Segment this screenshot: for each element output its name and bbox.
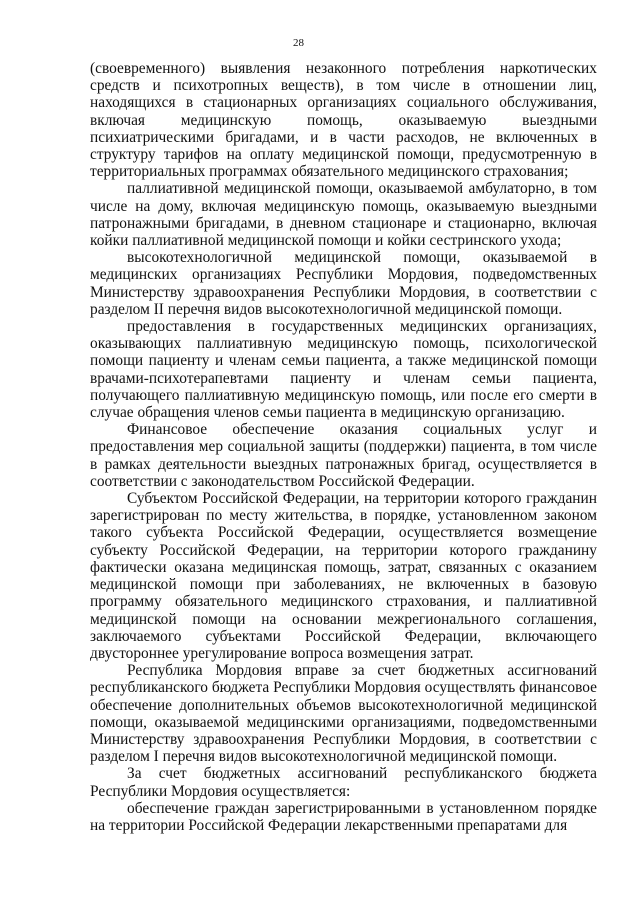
paragraph-interregional-compensation: Субъектом Российской Федерации, на территории которого гражданин зарегистрирован по месту жительства, в порядке, установленном законом такого субъекта Российской Федерации, осуществляется возмещение субъекту Российской Федерации, на территории которого гражданину фактически оказана медицинская помощь, затрат, связанных с оказанием медицинской помощи при заболеваниях, не включенных в базовую программу обязательного медицинского страхования, и паллиативной медицинской помощи на основании межрегионального соглашения, заключаемого субъектами Российской Федерации, включающего двустороннее урегулирование вопроса возмещения затрат. [90,490,597,662]
paragraph-continuation: (своевременного) выявления незаконного потребления наркотических средств и психотропных веществ), в том числе в отношении лиц, находящихся в стационарных организациях социального обслуживания, включая медицинскую помощь, оказываемую выездными психиатрическими бригадами, и в части расходов, не включенных в структуру тарифов на оплату медицинской помощи, предусмотренную в территориальных программах обязательного медицинского страхования; [90,60,597,181]
paragraph-additional-volumes: Республика Мордовия вправе за счет бюджетных ассигнований республиканского бюджета Республики Мордовия осуществлять финансовое обеспечение дополнительных объемов высокотехнологичной медицинской помощи, оказываемой медицинскими организациями, подведомственными Министерству здравоохранения Республики Мордовия, в соответствии с разделом I перечня видов высокотехнологичной медицинской помощи. [90,662,597,766]
paragraph-high-tech-care: высокотехнологичной медицинской помощи, оказываемой в медицинских организациях Республики Мордовия, подведомственных Министерству здравоохранения Республики Мордовия, в соответствии с разделом II перечня видов высокотехнологичной медицинской помощи. [90,249,597,318]
page-number [0,36,597,50]
paragraph-palliative-care: паллиативной медицинской помощи, оказываемой амбулаторно, в том числе на дому, включая медицинскую помощь, оказываемую выездными патронажными бригадами, в дневном стационаре и стационарно, включая койки паллиативной медицинской помощи и койки сестринского ухода; [90,180,597,250]
page-number-text: 28 [293,37,304,49]
document-body [90,60,597,834]
paragraph-psychological-help: предоставления в государственных медицинских организациях, оказывающих паллиативную медицинскую помощь, психологической помощи пациенту и членам семьи пациента, а также медицинской помощи врачами-психотерапевтами пациенту и членам семьи пациента, получающего паллиативную медицинскую помощь, или после его смерти в случае обращения членов семьи пациента в медицинскую организацию. [90,318,597,422]
paragraph-budget-intro: За счет бюджетных ассигнований республиканского бюджета Республики Мордовия осуществляется: [90,765,597,800]
paragraph-drug-provision: обеспечение граждан зарегистрированными в установленном порядке на территории Российской Федерации лекарственными препаратами для [90,799,597,834]
paragraph-social-services-financing: Финансовое обеспечение оказания социальных услуг и предоставления мер социальной защиты (поддержки) пациента, в том числе в рамках деятельности выездных патронажных бригад, осуществляется в соответствии с законодательством Российской Федерации. [90,421,597,490]
